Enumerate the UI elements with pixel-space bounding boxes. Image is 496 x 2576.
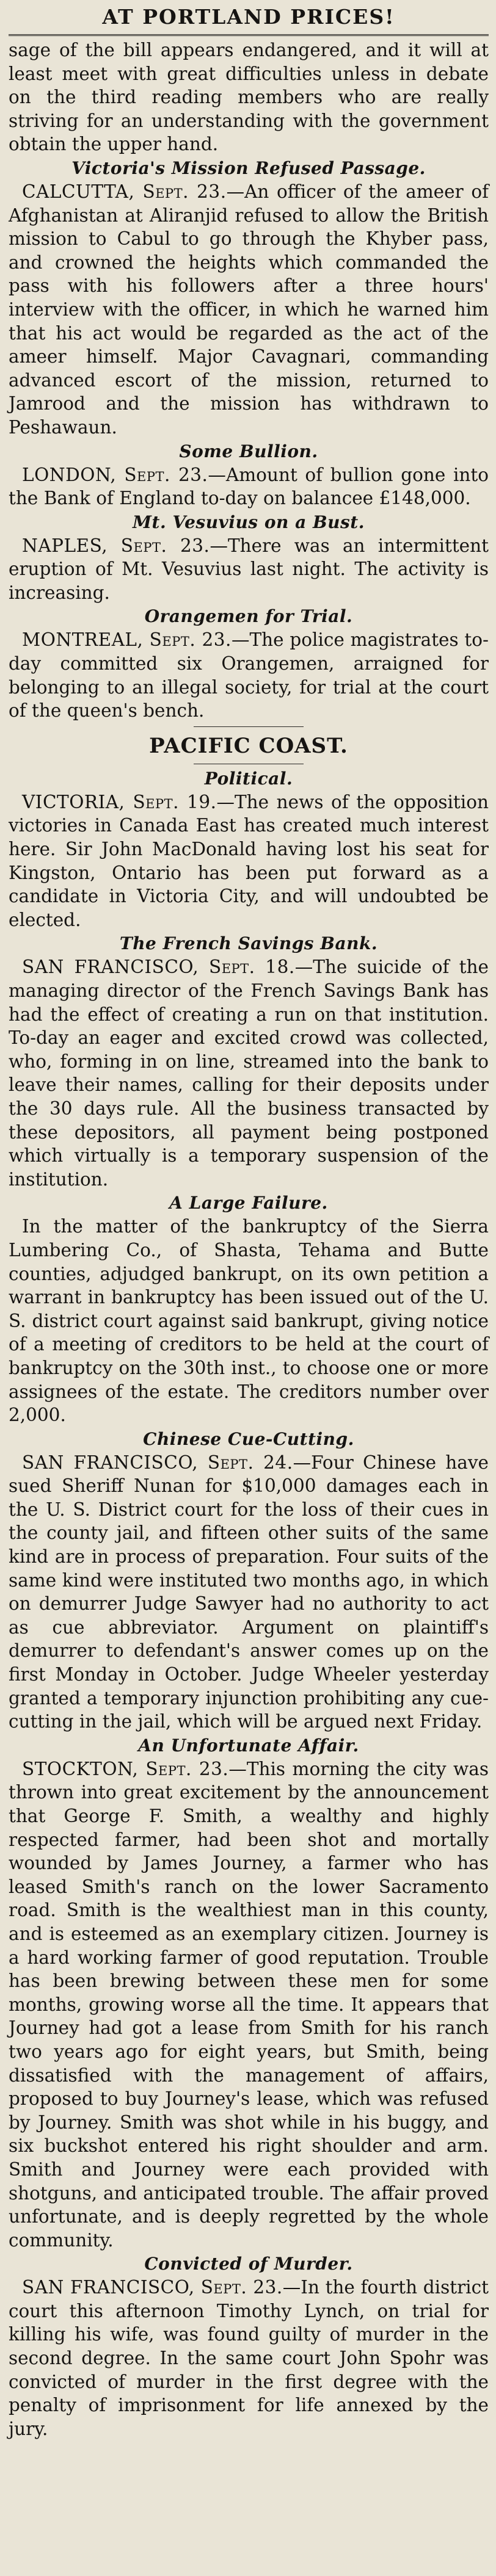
article-body bbox=[9, 463, 489, 510]
article-body bbox=[9, 1215, 489, 1427]
article-text: —This morning the city was thrown into great excitement by the announcement that George F. Smith, a wealthy and highly respected farmer, had been shot and mortally wounded by James Journey, a farmer who has leased Smith's ranch on the lower Sacramento road. Smith is the wealthiest man in this county, and is esteemed as an exemplary citizen. Journey is a hard working farmer of good reputation. Trouble has been brewing between these men for some months, growing worse all the time. It appears that Journey had got a lease from Smith for his ranch two years ago for eight years, but Smith, being dissatisfied with the management of affairs, proposed to buy Journey's lease, which was refused by Journey. Smith was shot while in his buggy, and six buckshot entered his right shoulder and arm. Smith and Journey were each provided with shotguns, and anticipated trouble. The affair proved unfortunate, and is deeply regretted by the whole community. bbox=[9, 1758, 489, 2251]
article-text: —Four Chinese have sued Sheriff Nunan for $10,000 damages each in the U. S. District court for the loss of their cues in the county jail, and fifteen other suits of the same kind are in process of preparation. Four suits of the same kind were instituted two months ago, in which on demurrer Judge Sawyer had no authority to act as cue abbreviator. Argument on plaintiff's demurrer to defendant's answer comes up on the first Monday in October. Judge Wheeler yesterday granted a temporary injunction prohibiting any cue-cutting in the jail, which will be argued next Friday. bbox=[9, 1452, 489, 1732]
article-text: —The police magistrates to-day committed six Orangemen, arraigned for belonging to an illegal society, for trial at the court of the queen's bench. bbox=[9, 629, 489, 722]
article-body bbox=[9, 180, 489, 440]
article-heading: A Large Failure. bbox=[169, 1193, 328, 1214]
dateline: SAN FRANCISCO, Sept. 23. bbox=[22, 2277, 283, 2298]
article-body bbox=[9, 955, 489, 1191]
masthead: AT PORTLAND PRICES! bbox=[102, 5, 395, 29]
article-body bbox=[9, 2276, 489, 2440]
article-text: In the matter of the bankruptcy of the Sierra Lumbering Co., of Shasta, Tehama and Butte counties, adjudged bankrupt, on its own petition a warrant in bankruptcy has been issued out of the U. S. district court against said bankrupt, giving notice of a meeting of creditors to be held at the court of bankruptcy on the 30th inst., to choose one or more assignees of the estate. The creditors number over 2,000. bbox=[9, 1216, 489, 1426]
masthead-rule bbox=[9, 34, 489, 36]
article-text: —Amount of bullion gone into the Bank of England to-day on balancee £148,000. bbox=[9, 464, 489, 509]
section-title: PACIFIC COAST. bbox=[149, 733, 348, 758]
dateline: NAPLES, Sept. 23. bbox=[22, 535, 210, 556]
dateline: CALCUTTA, Sept. 23. bbox=[22, 181, 227, 202]
article-body bbox=[9, 534, 489, 605]
article-heading: Convicted of Murder. bbox=[144, 2254, 353, 2274]
section-divider bbox=[194, 726, 304, 727]
dateline: SAN FRANCISCO, Sept. 24. bbox=[22, 1452, 293, 1473]
article-heading: Mt. Vesuvius on a Bust. bbox=[133, 512, 365, 532]
article-heading: Orangemen for Trial. bbox=[144, 606, 353, 627]
article-heading: Chinese Cue-Cutting. bbox=[143, 1428, 354, 1449]
dateline: LONDON, Sept. 23. bbox=[22, 464, 208, 485]
article-text: —An officer of the ameer of Afghanistan at Aliranjid refused to allow the British mission to Cabul to go through the Khyber pass, and crowned the heights which commanded the pass with his followers after a three hours' interview with the officer, in which he warned him that his act would be regarded as the act of the ameer himself. Major Cavagnari, commanding advanced escort of the mission, returned to Jamrood and the mission has withdrawn to Peshawaun. bbox=[9, 181, 489, 438]
article-body bbox=[9, 628, 489, 722]
article-text: —In the fourth district court this afternoon Timothy Lynch, on trial for killing his wife, was found guilty of murder in the second degree. In the same court John Spohr was convicted of murder in the first degree with the penalty of imprisonment for life annexed by the jury. bbox=[9, 2277, 489, 2439]
article-heading: Some Bullion. bbox=[179, 441, 318, 461]
lead-paragraph: sage of the bill appears endangered, and it will at least meet with great difficulties unless in debate on the third reading members who are really striving for an understanding with the government obtain the upper hand. bbox=[9, 40, 489, 155]
article-heading: An Unfortunate Affair. bbox=[138, 1735, 359, 1756]
dateline: MONTREAL, Sept. 23. bbox=[22, 629, 232, 651]
article-body bbox=[9, 1757, 489, 2252]
article-text: —There was an intermittent eruption of Mt. Vesuvius last night. The activity is increasing. bbox=[9, 535, 489, 603]
article-text: —The news of the opposition victories in Canada East has created much interest here. Sir John MacDonald having lost his seat for Kingston, Ontario has been put forward as a candidate in Victoria City, and will undoubted be elected. bbox=[9, 791, 489, 930]
dateline: STOCKTON, Sept. 23. bbox=[22, 1758, 229, 1779]
article-text: —The suicide of the managing director of the French Savings Bank has had the effect of creating a run on that institution. To-day an eager and excited crowd was collected, who, forming in on line, streamed into the bank to leave their names, calling for their deposits under the 30 days rule. All the business transacted by these depositors, all payment being postponed which virtually is a temporary suspension of the institution. bbox=[9, 957, 489, 1190]
article-body bbox=[9, 1451, 489, 1734]
article-heading: The French Savings Bank. bbox=[119, 933, 378, 954]
article-body bbox=[9, 791, 489, 932]
article-heading: Political. bbox=[204, 768, 293, 789]
article-heading: Victoria's Mission Refused Passage. bbox=[71, 157, 426, 178]
dateline: VICTORIA, Sept. 19. bbox=[22, 791, 217, 812]
dateline: SAN FRANCISCO, Sept. 18. bbox=[22, 957, 295, 978]
